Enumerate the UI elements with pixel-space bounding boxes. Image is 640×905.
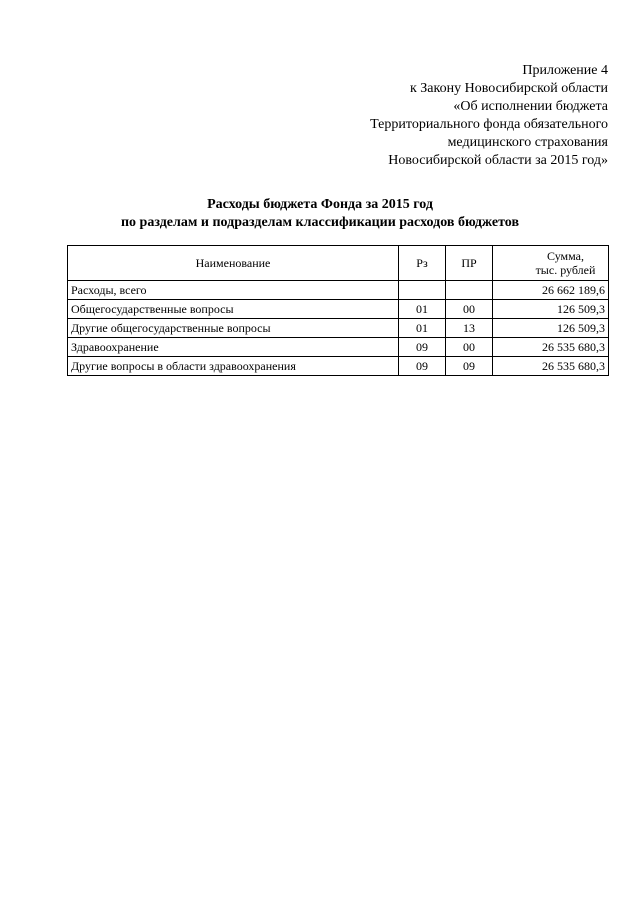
document-title xyxy=(0,196,640,232)
expenses-table xyxy=(67,245,609,376)
row-pr: 13 xyxy=(446,319,493,338)
row-pr: 00 xyxy=(446,300,493,319)
row-rz: 09 xyxy=(399,357,446,376)
table-row xyxy=(68,319,609,338)
row-sum: 126 509,3 xyxy=(493,300,609,319)
header-sum-line-1: Сумма, xyxy=(547,249,584,263)
appendix-line: «Об исполнении бюджета xyxy=(453,99,608,114)
table-row xyxy=(68,300,609,319)
row-sum: 126 509,3 xyxy=(493,319,609,338)
header-sum xyxy=(493,246,609,281)
row-rz: 09 xyxy=(399,338,446,357)
header-sum-line-2: тыс. рублей xyxy=(535,263,596,277)
row-rz: 01 xyxy=(399,300,446,319)
table-row xyxy=(68,338,609,357)
row-pr: 00 xyxy=(446,338,493,357)
row-name: Другие общегосударственные вопросы xyxy=(68,319,399,338)
appendix-line: Территориального фонда обязательного xyxy=(370,117,608,132)
header-rz: Рз xyxy=(399,246,446,281)
appendix-header xyxy=(248,62,608,170)
appendix-line: Новосибирской области за 2015 год» xyxy=(388,153,608,168)
table-row xyxy=(68,357,609,376)
row-sum: 26 535 680,3 xyxy=(493,357,609,376)
row-sum: 26 662 189,6 xyxy=(493,281,609,300)
header-pr: ПР xyxy=(446,246,493,281)
row-name: Общегосударственные вопросы xyxy=(68,300,399,319)
header-name: Наименование xyxy=(68,246,399,281)
title-line-2: по разделам и подразделам классификации расходов бюджетов xyxy=(120,215,520,230)
title-line-1: Расходы бюджета Фонда за 2015 год xyxy=(207,197,433,212)
table-header-row xyxy=(68,246,609,281)
row-name: Другие вопросы в области здравоохранения xyxy=(68,357,399,376)
row-rz xyxy=(399,281,446,300)
appendix-line: Приложение 4 xyxy=(522,63,608,78)
row-name: Здравоохранение xyxy=(68,338,399,357)
appendix-line: медицинского страхования xyxy=(447,135,608,150)
row-pr xyxy=(446,281,493,300)
appendix-line: к Закону Новосибирской области xyxy=(409,81,608,96)
row-sum: 26 535 680,3 xyxy=(493,338,609,357)
table-row xyxy=(68,281,609,300)
row-rz: 01 xyxy=(399,319,446,338)
row-name: Расходы, всего xyxy=(68,281,399,300)
row-pr: 09 xyxy=(446,357,493,376)
